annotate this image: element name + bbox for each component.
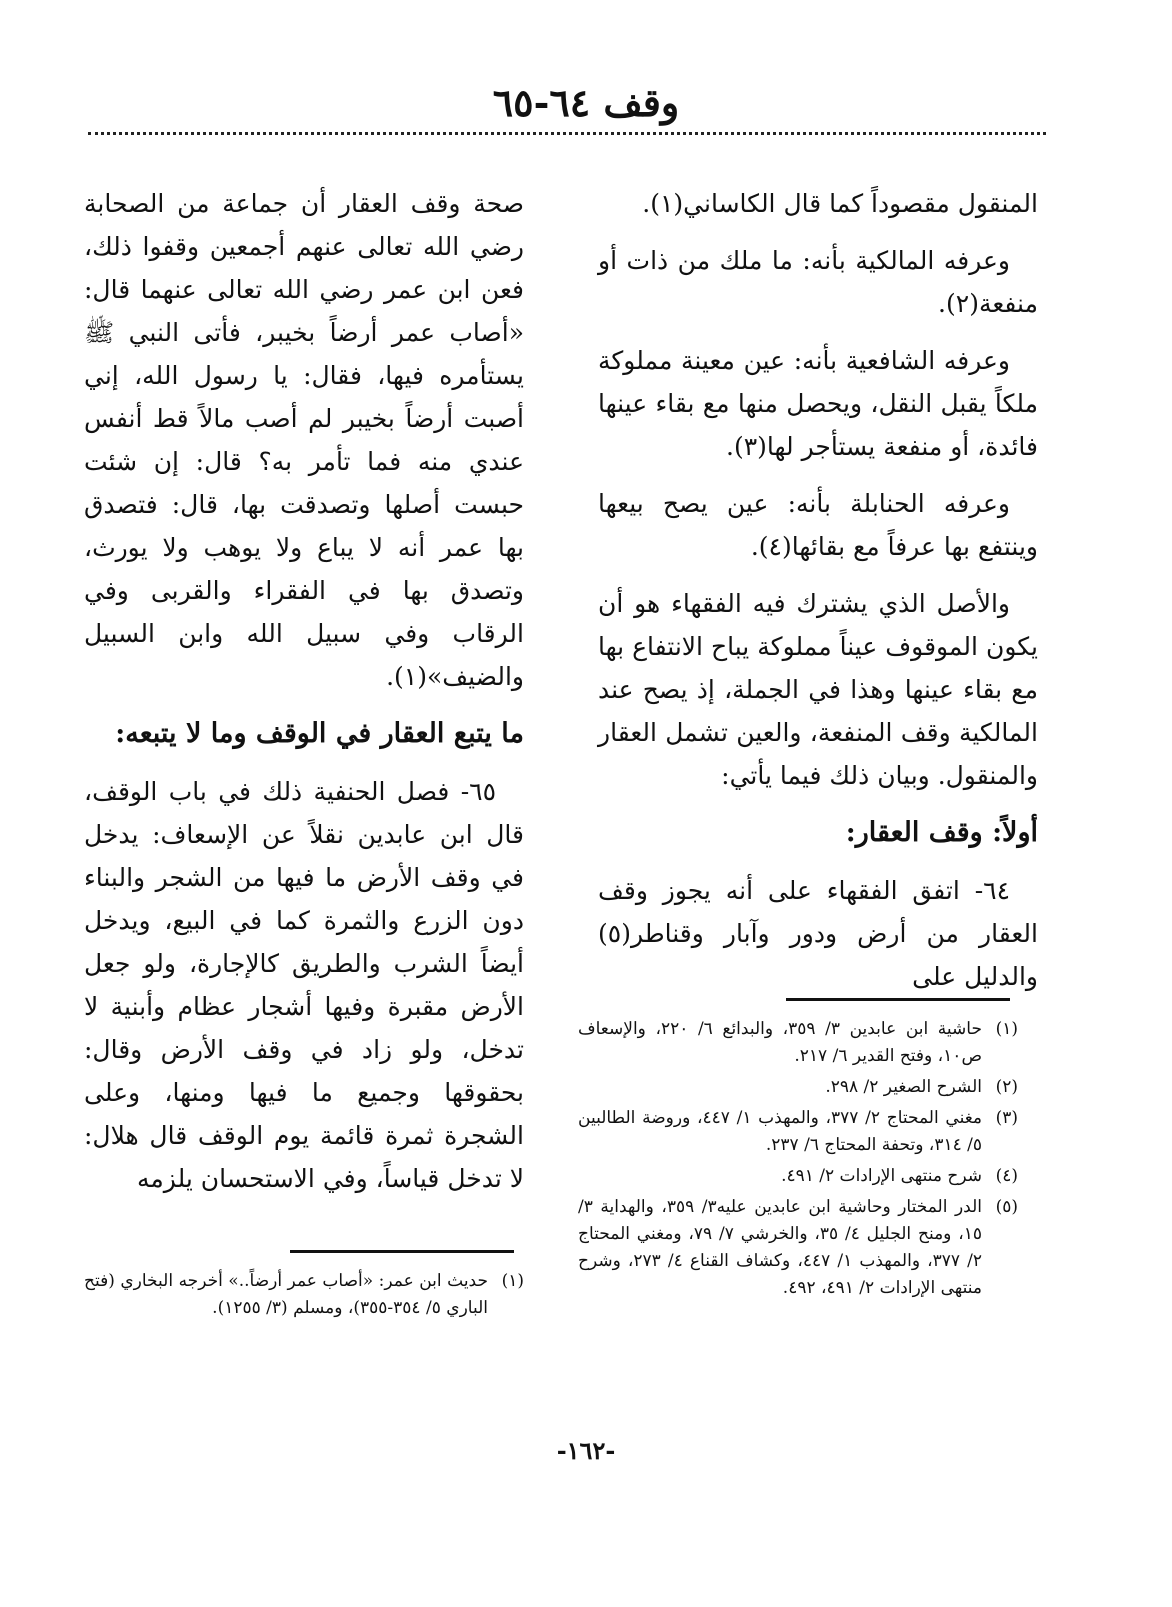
footnote: [578, 1105, 1018, 1159]
footnote-number: (٣): [995, 1108, 1018, 1128]
footnote-text: الشرح الصغير ٢/ ٢٩٨.: [825, 1077, 982, 1097]
footnote-number: (١): [501, 1271, 524, 1291]
section-heading: أولاً: وقف العقار:: [845, 817, 1038, 848]
paragraph: وعرفه الشافعية بأنه: عين معينة مملوكة ملكاً يقبل النقل، ويحصل منها مع بقاء عينها فائدة، أو منفعة يستأجر لها(٣).: [598, 346, 1038, 461]
section-heading: ما يتبع العقار في الوقف وما لا يتبعه:: [115, 718, 524, 749]
page-number: -١٦٢-: [556, 1436, 616, 1465]
left-column: [84, 182, 524, 1214]
page-header-title: وقف ٦٤-٦٥: [492, 80, 680, 125]
footnote-text: مغني المحتاج ٢/ ٣٧٧، والمهذب ١/ ٤٤٧، وروضة الطالبين ٥/ ٣١٤، وتحفة المحتاج ٦/ ٢٣٧.: [578, 1108, 983, 1155]
left-footnotes: [84, 1268, 524, 1326]
header-dotted-rule: [88, 132, 1046, 135]
footnote: [578, 1163, 1018, 1190]
footnote-number: (٥): [995, 1197, 1018, 1217]
right-column: [598, 182, 1038, 1012]
right-footnotes: [578, 1016, 1018, 1306]
footnote-text: الدر المختار وحاشية ابن عابدين عليه٣/ ٣٥٩، والهداية ٣/ ١٥، ومنح الجليل ٤/ ٣٥، والخرشي ٧/ ٧٩، ومغني المحتاج ٢/ ٣٧٧، والمهذب ١/ ٤٤٧، وكشاف القناع ٤/ ٢٧٣، وشرح منتهى الإرادات ٢/ ٤٩١، ٤٩٢.: [578, 1197, 983, 1298]
footnote-separator: [786, 998, 1010, 1001]
footnote-number: (١): [995, 1019, 1018, 1039]
paragraph: ٦٥- فصل الحنفية ذلك في باب الوقف، قال ابن عابدين نقلاً عن الإسعاف: يدخل في وقف الأرض ما فيها من الشجر والبناء دون الزرع والثمرة كما في البيع، ويدخل أيضاً الشرب والطريق كالإجارة، ولو جعل الأرض مقبرة وفيها أشجار عظام وأبنية لا تدخل، ولو زاد في وقف الأرض وقال: بحقوقها وجميع ما فيها ومنها، وعلى الشجرة ثمرة قائمة يوم الوقف قال هلال: لا تدخل قياساً، وفي الاستحسان يلزمه: [84, 777, 524, 1193]
footnote-number: (٤): [995, 1166, 1018, 1186]
footnote-text: حديث ابن عمر: «أصاب عمر أرضاً..» أخرجه البخاري (فتح الباري ٥/ ٣٥٤-٣٥٥)، ومسلم (٣/ ١٢٥٥).: [84, 1271, 488, 1318]
footnote-text: شرح منتهى الإرادات ٢/ ٤٩١.: [781, 1166, 982, 1186]
paragraph: ٦٤- اتفق الفقهاء على أنه يجوز وقف العقار من أرض ودور وآبار وقناطر(٥) والدليل على: [598, 876, 1038, 991]
paragraph: صحة وقف العقار أن جماعة من الصحابة رضي الله تعالى عنهم أجمعين وقفوا ذلك، فعن ابن عمر رضي الله تعالى عنهما قال: «أصاب عمر أرضاً بخيبر، فأتى النبي ﷺ يستأمره فيها، فقال: يا رسول الله، إني أصبت أرضاً بخيبر لم أصب مالاً قط أنفس عندي منه فما تأمر به؟ قال: إن شئت حبست أصلها وتصدقت بها، قال: فتصدق بها عمر أنه لا يباع ولا يوهب ولا يورث، وتصدق بها في الفقراء والقربى وفي الرقاب وفي سبيل الله وابن السبيل والضيف»(١).: [84, 189, 524, 691]
paragraph: وعرفه الحنابلة بأنه: عين يصح بيعها وينتفع بها عرفاً مع بقائها(٤).: [598, 489, 1038, 561]
footnote: [578, 1016, 1018, 1070]
paragraph: وعرفه المالكية بأنه: ما ملك من ذات أو منفعة(٢).: [598, 246, 1038, 318]
paragraph: والأصل الذي يشترك فيه الفقهاء هو أن يكون الموقوف عيناً مملوكة يباح الانتفاع بها مع بقاء عينها وهذا في الجملة، إذ يصح عند المالكية وقف المنفعة، والعين تشمل العقار والمنقول. وبيان ذلك فيما يأتي:: [598, 589, 1038, 790]
footnote: [578, 1074, 1018, 1101]
footnote-separator: [290, 1250, 514, 1253]
footnote: [84, 1268, 524, 1322]
footnote-number: (٢): [995, 1077, 1018, 1097]
paragraph: المنقول مقصوداً كما قال الكاساني(١).: [642, 189, 1038, 218]
footnote: [578, 1194, 1018, 1302]
footnote-text: حاشية ابن عابدين ٣/ ٣٥٩، والبدائع ٦/ ٢٢٠، والإسعاف ص١٠، وفتح القدير ٦/ ٢١٧.: [578, 1019, 982, 1066]
